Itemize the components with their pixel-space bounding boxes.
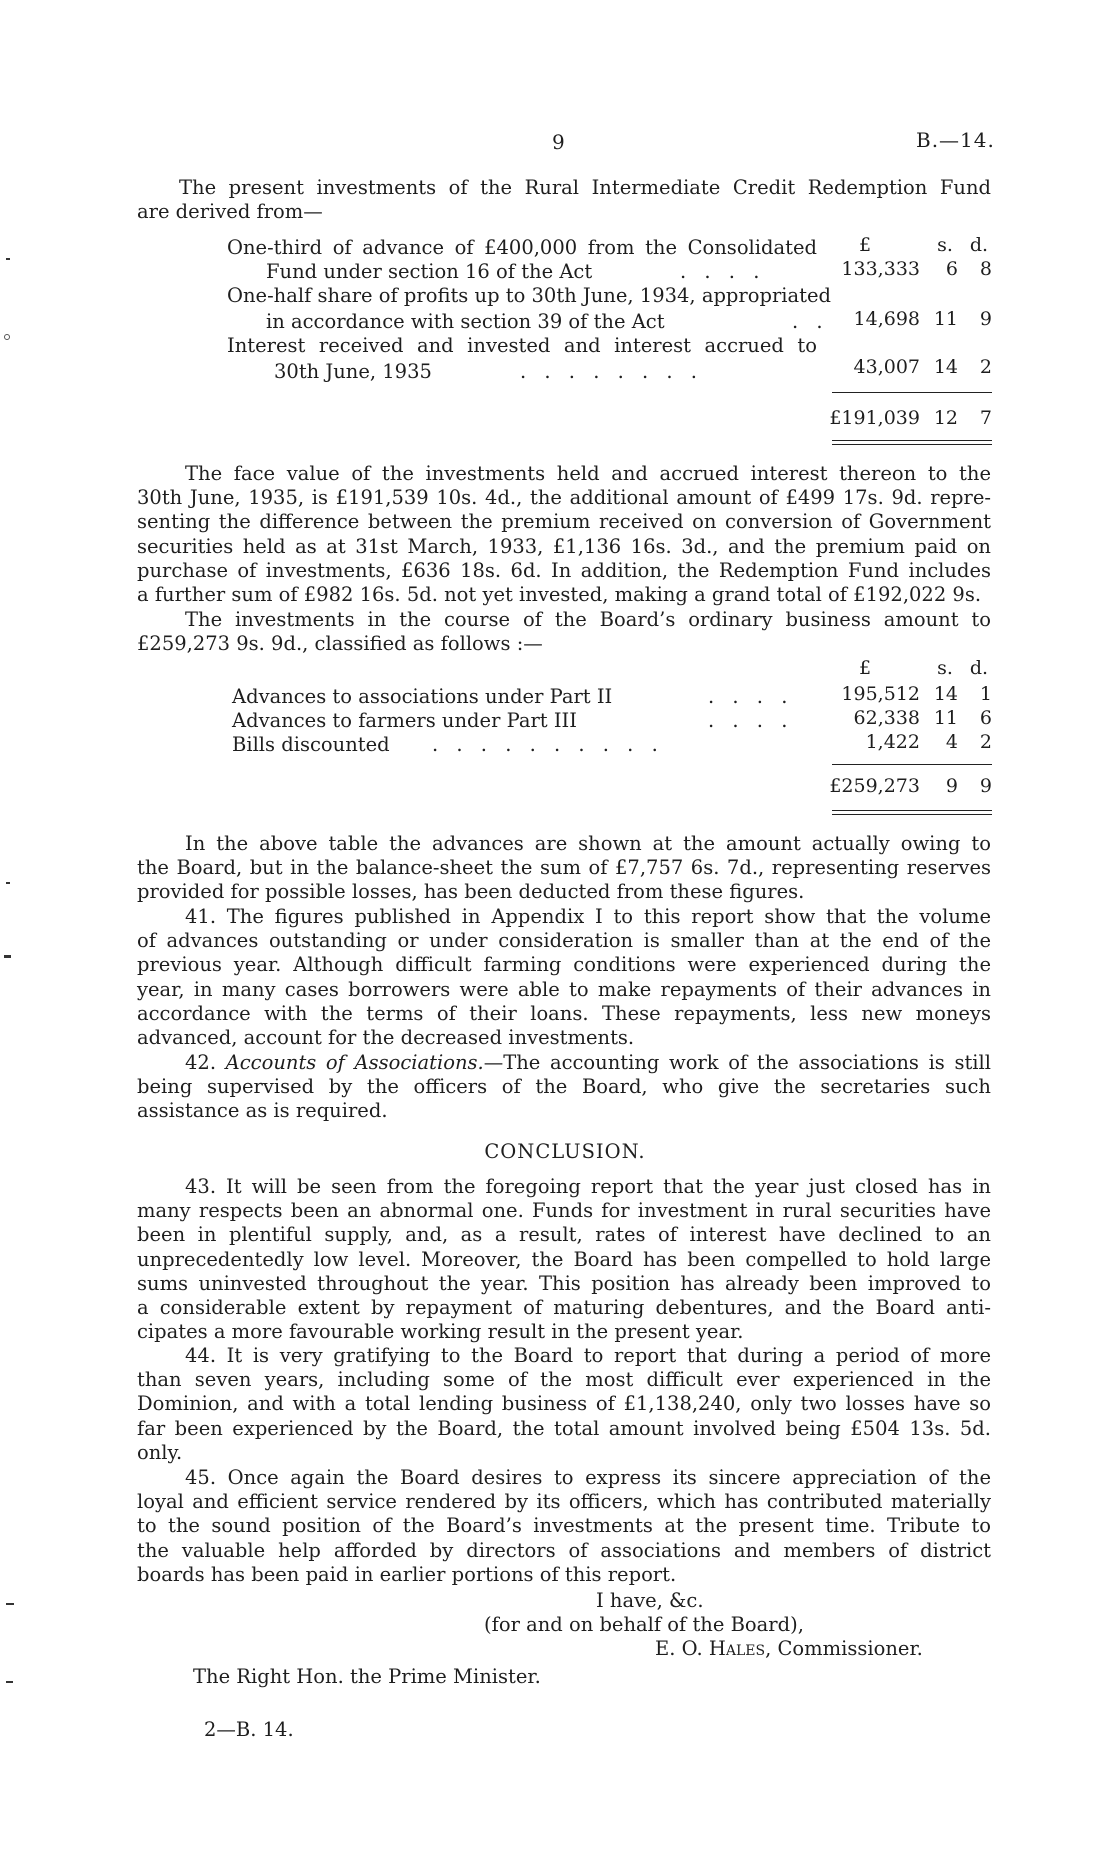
conclusion-heading: CONCLUSION. (484, 1140, 646, 1163)
amount-pence: 1 (979, 683, 992, 705)
total-pounds: £259,273 (829, 775, 920, 797)
text-line: of advances outstanding or under consideration is smaller than at the end of the (137, 929, 991, 953)
total-rule (832, 444, 992, 445)
table-row-label: Advances to associations under Part II (232, 685, 613, 708)
amount-shillings: 14 (933, 356, 958, 378)
table-row-label: Fund under section 16 of the Act (266, 260, 593, 283)
intro-paragraph (137, 176, 991, 224)
text-line: 41. The figures published in Appendix I to this report show that the volume (185, 905, 991, 928)
amount-pence: 9 (979, 308, 992, 330)
amount-pounds: 195,512 (841, 683, 920, 705)
scan-mark (6, 258, 10, 260)
column-head-pence: d. (969, 657, 989, 679)
text-line: previous year. Although difficult farming conditions were experienced during the (137, 953, 991, 977)
text-line: securities held as at 31st March, 1933, £1,136 16s. 3d., and the premium paid on (137, 534, 991, 558)
scan-mark (6, 1681, 13, 1683)
text-line: accordance with the terms of their loans. These repayments, less new moneys (137, 1001, 991, 1025)
subtotal-rule (832, 392, 992, 393)
text-line: boards has been paid in earlier portions of this report. (137, 1562, 677, 1586)
amount-shillings: 6 (945, 258, 958, 280)
column-head-pounds: £ (858, 234, 872, 256)
scan-mark (4, 334, 10, 340)
text-line: being supervised by the officers of the Board, who give the secretaries such (137, 1075, 991, 1099)
amount-shillings: 11 (933, 707, 958, 729)
text-line: assistance as is required. (137, 1099, 388, 1123)
text-line: The face value of the investments held and accrued interest thereon to the (185, 462, 991, 485)
text-line: Dominion, and with a total lending business of £1,138,240, only two losses have so (137, 1392, 991, 1416)
text-line: 43. It will be seen from the foregoing report that the year just closed has in (185, 1175, 991, 1198)
text-line: 30th June, 1935, is £191,539 10s. 4d., the additional amount of £499 17s. 9d. repre- (137, 486, 991, 510)
text-line: provided for possible losses, has been deducted from these figures. (137, 880, 805, 904)
signatory-title: , Commissioner. (765, 1637, 923, 1660)
amount-pounds: 62,338 (853, 707, 920, 729)
text-line: unprecedentedly low level. Moreover, the Board has been compelled to hold large (137, 1247, 991, 1271)
closing-behalf: (for and on behalf of the Board), (484, 1613, 804, 1636)
text-line: than seven years, including some of the most difficult ever experienced in the (137, 1368, 991, 1392)
text-line (137, 1051, 991, 1075)
column-head-shillings: s. (937, 657, 953, 679)
table-row-label: Interest received and invested and interest accrued to (227, 334, 817, 357)
subtotal-rule (832, 764, 992, 765)
text-line: £259,273 9s. 9d., classified as follows :— (137, 632, 543, 656)
leader-dots: . . . . (680, 260, 766, 283)
leader-dots: . . . . (708, 709, 794, 732)
text-line: only. (137, 1440, 183, 1464)
paragraph-43 (137, 1175, 991, 1344)
amount-pounds: 133,333 (841, 258, 920, 280)
amount-pence: 2 (979, 731, 992, 753)
footer-reference: 2—B. 14. (204, 1718, 294, 1741)
above-table-paragraph (137, 832, 991, 905)
page-number: 9 (552, 130, 565, 154)
amount-pounds: 14,698 (853, 308, 920, 330)
amount-pence: 8 (979, 258, 992, 280)
scan-mark (6, 882, 10, 884)
table-row-label: Bills discounted (232, 733, 390, 756)
text-line: sums uninvested throughout the year. This position has already been improved to (137, 1271, 991, 1295)
ordinary-business-paragraph (137, 608, 991, 656)
paragraph-42 (137, 1051, 991, 1124)
total-pence: 9 (979, 775, 992, 797)
face-value-paragraph (137, 462, 991, 607)
paragraph-text: —The accounting work of the associations is still (483, 1051, 992, 1074)
leader-dots: . . (792, 310, 829, 333)
text-line: advanced, account for the decreased investments. (137, 1026, 635, 1050)
table-row-label: in accordance with section 39 of the Act (266, 310, 665, 333)
text-line: The present investments of the Rural Intermediate Credit Redemption Fund (179, 176, 991, 199)
text-line: a further sum of £982 16s. 5d. not yet invested, making a grand total of £192,022 9s. (137, 583, 982, 607)
table-row-label: Advances to farmers under Part III (232, 709, 577, 732)
text-line: a considerable extent by repayment of maturing debentures, and the Board anti- (137, 1296, 991, 1320)
text-line: In the above table the advances are shown at the amount actually owing to (185, 832, 991, 855)
total-shillings: 9 (945, 775, 958, 797)
document-reference: B.—14. (916, 128, 995, 152)
paragraph-number: 42. (185, 1051, 217, 1074)
text-line: 45. Once again the Board desires to express its sincere appreciation of the (185, 1466, 991, 1489)
amount-pounds: 43,007 (853, 356, 920, 378)
scan-mark (4, 955, 11, 958)
text-line: are derived from— (137, 200, 323, 224)
paragraph-45 (137, 1466, 991, 1587)
amount-shillings: 4 (945, 731, 958, 753)
table-row-label: 30th June, 1935 (274, 360, 432, 383)
text-line: the Board, but in the balance-sheet the sum of £7,757 6s. 7d., representing reserves (137, 856, 991, 880)
total-rule (832, 814, 992, 815)
table-row-label: One-third of advance of £400,000 from the Consolidated (227, 236, 817, 259)
addressee: The Right Hon. the Prime Minister. (193, 1665, 541, 1688)
signatory-name: E. O. Hales (655, 1637, 766, 1660)
closing-salutation: I have, &c. (596, 1589, 704, 1612)
text-line: many respects been an abnormal one. Funds for investment in rural securities have (137, 1199, 991, 1223)
column-head-pounds: £ (858, 657, 872, 679)
paragraph-44 (137, 1344, 991, 1465)
text-line: far been experienced by the Board, the total amount involved being £504 13s. 5d. (137, 1416, 991, 1440)
text-line: 44. It is very gratifying to the Board to report that during a period of more (185, 1344, 991, 1367)
text-line: to the sound position of the Board’s investments at the present time. Tribute to (137, 1514, 991, 1538)
paragraph-41 (137, 905, 991, 1050)
paragraph-heading: Accounts of Associations. (225, 1051, 484, 1074)
total-rule (832, 440, 992, 441)
signature-line (655, 1637, 923, 1660)
amount-pounds: 1,422 (865, 731, 920, 753)
text-line: the valuable help afforded by directors of associations and members of district (137, 1538, 991, 1562)
total-pence: 7 (979, 407, 992, 429)
text-line: purchase of investments, £636 18s. 6d. In addition, the Redemption Fund includes (137, 558, 991, 582)
amount-pence: 6 (979, 707, 992, 729)
text-line: year, in many cases borrowers were able to make repayments of their advances in (137, 977, 991, 1001)
text-line: cipates a more favourable working result in the present year. (137, 1320, 744, 1344)
total-shillings: 12 (933, 407, 958, 429)
leader-dots: . . . . . . . . (520, 360, 703, 383)
scan-mark (6, 1603, 14, 1605)
amount-shillings: 14 (933, 683, 958, 705)
column-head-pence: d. (969, 234, 989, 256)
leader-dots: . . . . . . . . . . (432, 733, 664, 756)
text-line: senting the difference between the premium received on conversion of Government (137, 510, 991, 534)
text-line: The investments in the course of the Board’s ordinary business amount to (185, 608, 991, 631)
table-row-label: One-half share of profits up to 30th June, 1934, appropriated (227, 284, 832, 307)
amount-shillings: 11 (933, 308, 958, 330)
total-pounds: £191,039 (829, 407, 920, 429)
column-head-shillings: s. (937, 234, 953, 256)
total-rule (832, 810, 992, 811)
text-line: been in plentiful supply, and, as a result, rates of interest have declined to an (137, 1223, 991, 1247)
amount-pence: 2 (979, 356, 992, 378)
leader-dots: . . . . (708, 685, 794, 708)
text-line: loyal and efficient service rendered by its officers, which has contributed materially (137, 1490, 991, 1514)
